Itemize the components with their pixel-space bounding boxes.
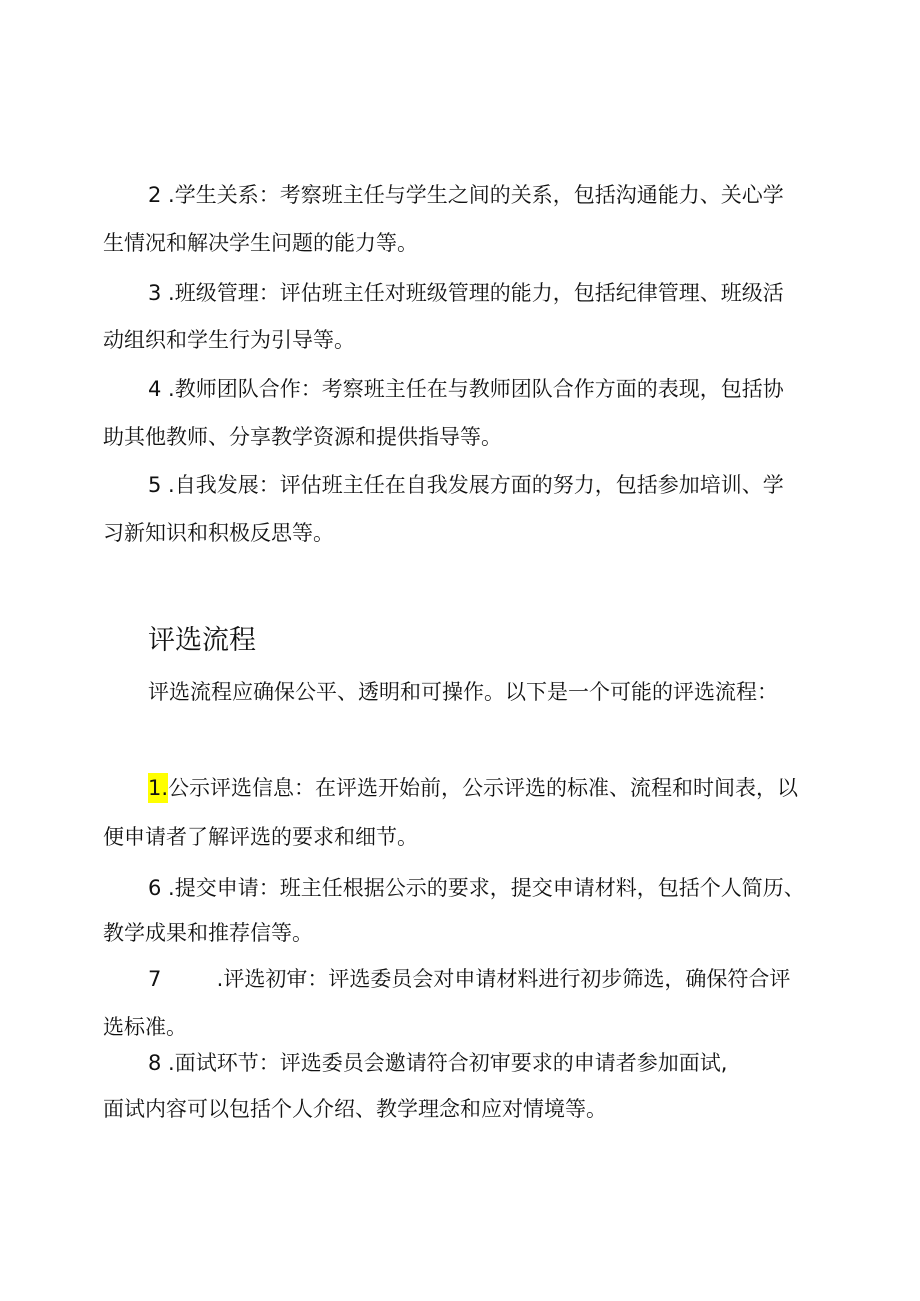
item-separator: . — [161, 1051, 175, 1075]
list-item-1-line1 — [148, 773, 798, 803]
item-separator: . — [161, 183, 175, 207]
list-item-2-line1 — [148, 180, 784, 210]
item-number: 2 — [148, 183, 162, 207]
list-item-7-line1 — [148, 964, 790, 994]
item-text: 学生关系：考察班主任与学生之间的关系，包括沟通能力、关心学 — [174, 183, 784, 207]
item-text: 提交申请：班主任根据公示的要求，提交申请材料，包括个人简历、 — [174, 876, 805, 900]
list-item-5-line1 — [148, 470, 784, 500]
list-item-8-line1 — [148, 1048, 727, 1078]
list-item-5-line2: 习新知识和积极反思等。 — [103, 521, 334, 545]
item-number: 4 — [148, 377, 162, 401]
item-text: 面试环节：评选委员会邀请符合初审要求的申请者参加面试, — [174, 1051, 728, 1075]
list-item-4-line1 — [148, 374, 784, 404]
section-title: 评选流程 — [148, 625, 256, 656]
list-item-4-line2: 助其他教师、分享教学资源和提供指导等。 — [103, 425, 502, 449]
item-text: 班级管理：评估班主任对班级管理的能力，包括纪律管理、班级活 — [174, 281, 784, 305]
item-number: 8 — [148, 1051, 162, 1075]
item-number: 7 — [148, 967, 162, 991]
list-item-3-line1 — [148, 278, 784, 308]
list-item-1-line2: 便申请者了解评选的要求和细节。 — [103, 825, 418, 849]
list-item-7-line2: 选标准。 — [103, 1015, 187, 1039]
item-text: 评选初审：评选委员会对申请材料进行初步筛选，确保符合评 — [223, 967, 791, 991]
list-item-8-line2: 面试内容可以包括个人介绍、教学理念和应对情境等。 — [103, 1097, 607, 1121]
list-item-6-line1 — [148, 873, 805, 903]
item-separator: . — [161, 876, 175, 900]
item-number: 6 — [148, 876, 162, 900]
item-text: 公示评选信息：在评选开始前，公示评选的标准、流程和时间表，以 — [168, 776, 799, 800]
intro-text: 评选流程应确保公平、透明和可操作。以下是一个可能的评选流程： — [148, 680, 778, 704]
list-item-6-line2: 教学成果和推荐信等。 — [103, 921, 313, 945]
item-separator: . — [161, 377, 175, 401]
item-text: 教师团队合作：考察班主任在与教师团队合作方面的表现，包括协 — [174, 377, 784, 401]
item-number: 5 — [148, 473, 162, 497]
highlighted-item-number: 1. — [148, 773, 168, 803]
list-item-2-line2: 生情况和解决学生问题的能力等。 — [103, 231, 418, 255]
item-number: 3 — [148, 281, 162, 305]
list-item-3-line2: 动组织和学生行为引导等。 — [103, 328, 355, 352]
item-text: 自我发展：评估班主任在自我发展方面的努力，包括参加培训、学 — [174, 473, 784, 497]
item-separator: . — [210, 967, 224, 991]
item-separator: . — [161, 473, 175, 497]
item-separator: . — [161, 281, 175, 305]
